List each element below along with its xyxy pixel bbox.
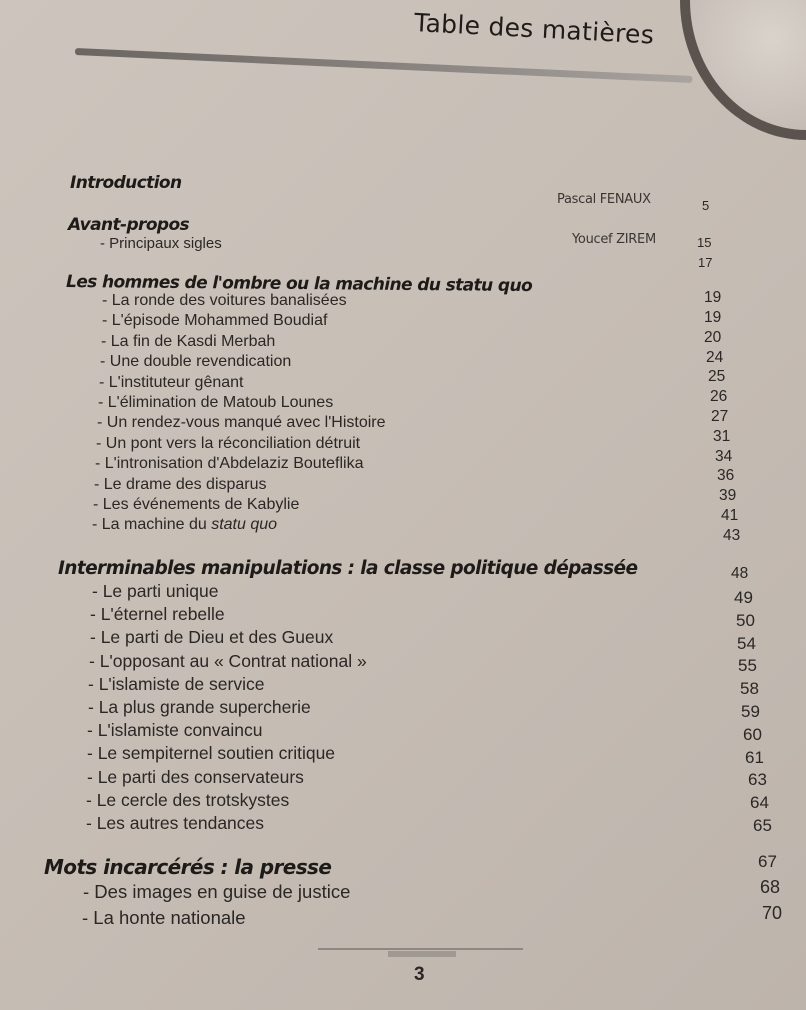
page-introduction: 5 [702,198,710,213]
toc-item-label: - Une double revendication [100,353,292,371]
toc-item-label: - Le cercle des trotskystes [86,789,290,810]
toc-item [87,720,263,741]
page-title: Table des matières [413,8,655,50]
toc-item-label: - L'islamiste de service [88,673,265,694]
section-title-manipulations: Interminables manipulations : la classe politique dépassée [58,558,638,579]
toc-item [98,394,333,412]
toc-page: 24 [706,348,724,366]
toc-item-label: - L'épisode Mohammed Boudiaf [102,312,328,330]
toc-item [86,790,289,811]
section-title-hommes-de-l-ombre: Les hommes de l'ombre ou la machine du statu quo [65,272,533,297]
toc-item-label: - Le parti des conservateurs [87,766,304,787]
toc-page: 36 [717,467,735,485]
toc-item-label: - Les événements de Kabylie [93,496,300,513]
toc-page: 39 [719,487,737,505]
toc-item-label: - L'instituteur gênant [99,373,244,391]
toc-page: 50 [736,610,755,630]
toc-page: 31 [713,427,731,445]
page-avant-propos: 15 [697,235,712,250]
section-title-mots-incarceres: Mots incarcérés : la presse [44,855,332,879]
toc-item-label: - L'intronisation d'Abdelaziz Bouteflika [95,455,364,473]
toc-item [99,374,243,392]
toc-page: 68 [760,877,781,897]
toc-item-label: - Le parti de Dieu et des Gueux [90,627,334,648]
author-introduction: Pascal FENAUX [557,192,651,207]
toc-item [92,516,277,534]
toc-item-label: - Un rendez-vous manqué avec l'Histoire [97,414,386,432]
toc-item [88,697,311,718]
author-avant-propos: Youcef ZIREM [572,232,656,247]
toc-item-label: - Les autres tendances [86,813,265,833]
toc-item-label: - Le parti unique [92,581,219,601]
footer-rule [318,948,523,950]
toc-page: 65 [753,816,772,835]
toc-item-label: - Le drame des disparus [94,475,267,493]
section-title-introduction: Introduction [70,173,182,193]
toc-page: 59 [741,702,760,721]
page-manipulations: 48 [731,565,749,582]
toc-item-label: - L'élimination de Matoub Lounes [98,394,334,411]
toc-item [87,767,304,788]
toc-item [86,813,264,834]
toc-item-label-italic: statu quo [211,516,278,534]
toc-page: 64 [750,793,769,813]
toc-item-label: - Le sempiternel soutien critique [87,743,336,764]
toc-item [87,743,335,764]
footer-mark [388,951,456,957]
toc-item-label: - La ronde des voitures banalisées [102,292,347,309]
toc-page: 25 [708,368,726,386]
toc-item [89,651,367,672]
toc-item [95,455,363,473]
page-number: 3 [414,964,425,985]
toc-page: 63 [748,770,767,790]
toc-item-label: - L'islamiste convaincu [87,720,263,741]
toc-item-label: - La honte nationale [82,907,246,928]
toc-item [102,312,327,330]
toc-page: 20 [704,328,722,346]
toc-page: 54 [737,633,756,653]
toc-page: 61 [745,747,764,767]
toc-item-label: - L'opposant au « Contrat national » [89,650,367,671]
page-mots-incarceres: 67 [758,852,777,871]
toc-page: 60 [743,724,762,744]
page-hommes-de-l-ombre: 19 [704,289,722,306]
toc-item [96,435,360,453]
toc-item [93,496,299,514]
toc-page: 70 [762,903,783,923]
toc-item-label: - Des images en guise de justice [83,881,351,902]
toc-item [102,292,347,310]
toc-item [92,581,218,602]
toc-item [97,414,386,432]
title-rule [75,48,693,83]
toc-page: 34 [715,447,733,465]
toc-item [90,604,225,625]
toc-page: 55 [738,656,757,676]
toc-page: 41 [721,507,739,524]
toc-page: 19 [704,309,722,326]
toc-page: 43 [723,526,741,544]
toc-page: 27 [711,408,729,425]
toc-item [88,674,264,695]
toc-item [94,476,267,494]
toc-item-label: - La plus grande supercherie [88,697,311,717]
section-title-avant-propos: Avant-propos [68,215,190,235]
toc-item [90,627,333,648]
toc-item: - Principaux sigles [100,235,222,252]
toc-item-label: - L'éternel rebelle [90,604,225,625]
toc-page: 26 [710,388,728,406]
toc-item-label: - La fin de Kasdi Merbah [101,332,276,350]
toc-item [101,333,275,351]
toc-item [83,881,350,903]
toc-page: 49 [734,588,753,607]
toc-item [100,353,291,371]
corner-object [680,0,806,140]
toc-page: 58 [740,679,759,699]
toc-item [82,907,246,929]
toc-page: 17 [698,255,713,270]
toc-item-label: - La machine du [92,516,212,534]
toc-item-label: - Un pont vers la réconciliation détruit [96,434,361,452]
